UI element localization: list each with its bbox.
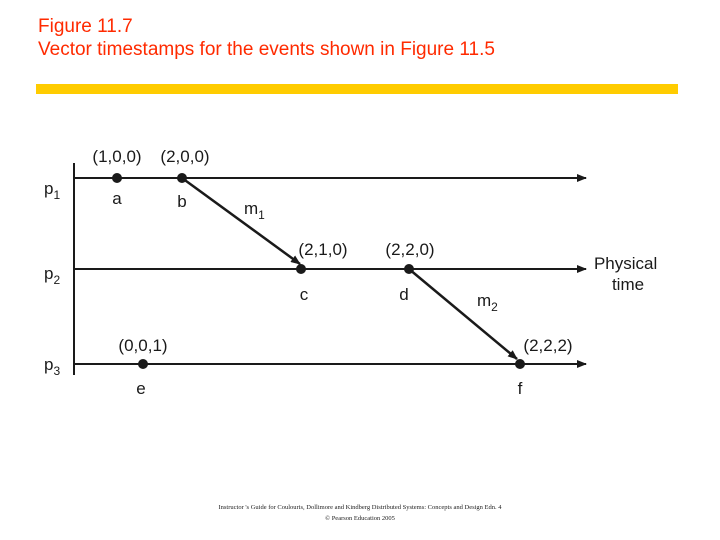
event-label-a: a xyxy=(112,189,122,208)
event-timestamp-d: (2,2,0) xyxy=(385,240,435,259)
footer-copyright: © Pearson Education 2005 xyxy=(325,515,395,522)
message-arrow-m1 xyxy=(182,178,300,264)
figure-number: Figure 11.7 xyxy=(38,16,133,37)
event-label-c: c xyxy=(299,285,309,304)
process-label-p3: $p_3$ xyxy=(44,355,61,378)
message-arrow-m2 xyxy=(409,269,517,359)
event-label-d: d xyxy=(399,285,409,304)
event-dot-a xyxy=(112,173,122,183)
event-label-f: f xyxy=(517,379,523,398)
process-label-p2: $p_2$ xyxy=(44,264,61,287)
event-dot-e xyxy=(138,359,148,369)
physical-time-label: Physical time xyxy=(593,254,658,294)
event-dot-f xyxy=(515,359,525,369)
event-timestamp-a: (1,0,0) xyxy=(92,147,142,166)
event-dot-d xyxy=(404,264,414,274)
event-label-e: e xyxy=(136,379,146,398)
event-dot-b xyxy=(177,173,187,183)
event-timestamp-c: (2,1,0) xyxy=(298,240,348,259)
message-label-m2: $m_2$ xyxy=(477,291,498,314)
event-dot-c xyxy=(296,264,306,274)
process-label-p1: $p_1$ xyxy=(44,179,61,202)
event-label-b: b xyxy=(177,192,187,211)
message-label-m1: $m_1$ xyxy=(244,199,265,222)
event-timestamp-b: (2,0,0) xyxy=(160,147,210,166)
event-timestamp-e: (0,0,1) xyxy=(118,336,168,355)
footer-citation: Instructor 's Guide for Coulouris, Dollimore and Kindberg Distributed Systems: Concepts and Design Edn. 4 xyxy=(218,504,502,511)
event-timestamp-f: (2,2,2) xyxy=(523,336,573,355)
figure-caption: Vector timestamps for the events shown in Figure 11.5 xyxy=(38,39,495,60)
